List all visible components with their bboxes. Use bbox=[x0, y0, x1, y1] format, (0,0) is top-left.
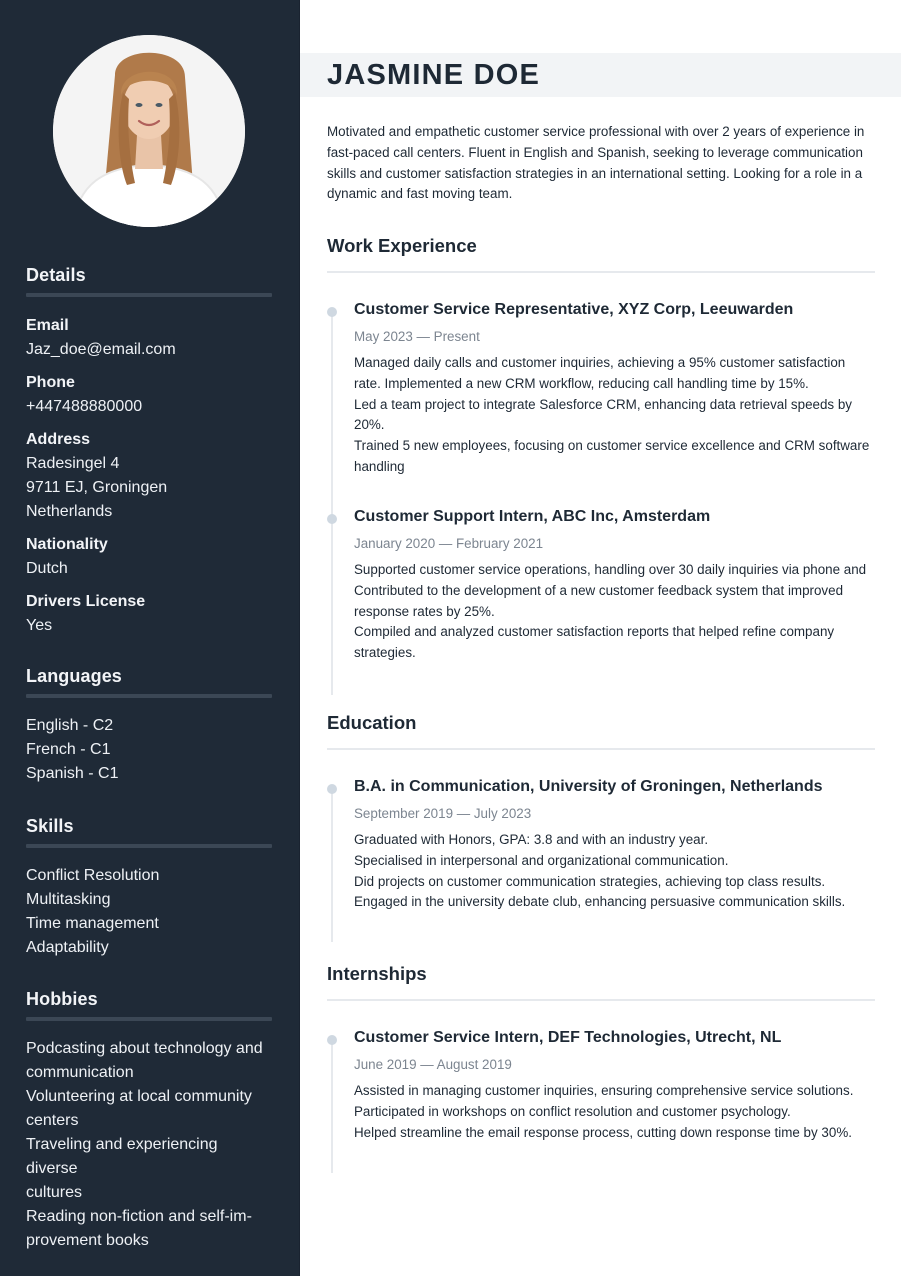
drivers-license-value: Yes bbox=[26, 617, 53, 634]
detail-label: Email bbox=[26, 317, 69, 334]
profile-summary: Motivated and empathetic customer service professional with over 2 years of experience in fast-paced call centers. Fluent in English and Spanish, seeking to leverage communication skills and customer satisfaction strategies in an international setting. Looking for a role in a dynamic and fast moving team. bbox=[327, 124, 865, 202]
entry-line: rate. Implemented a new CRM workflow, reducing call handling time by 15%. bbox=[354, 375, 809, 391]
detail-drivers-license bbox=[26, 590, 272, 638]
entry-line: strategies. bbox=[354, 645, 416, 661]
detail-email bbox=[26, 314, 272, 362]
language-item: French - C1 bbox=[26, 741, 111, 758]
detail-label: Phone bbox=[26, 374, 75, 391]
timeline-line bbox=[331, 790, 333, 942]
detail-label: Address bbox=[26, 431, 91, 448]
entry-line: Assisted in managing customer inquiries, ensuring comprehensive service solutions. bbox=[354, 1083, 854, 1098]
internships-timeline bbox=[327, 1001, 875, 1181]
education-entry bbox=[354, 776, 878, 913]
entry-line: 20%. bbox=[354, 417, 385, 433]
entry-title: Customer Service Intern, DEF Technologies, Utrecht, NL bbox=[354, 1029, 782, 1046]
hobby-line: communication bbox=[26, 1064, 134, 1081]
education-section bbox=[327, 711, 875, 950]
entry-line: Managed daily calls and customer inquiries, achieving a 95% customer satisfaction bbox=[354, 355, 846, 370]
work-timeline bbox=[327, 273, 875, 693]
entry-line: Compiled and analyzed customer satisfaction reports that helped refine company bbox=[354, 624, 835, 640]
hobbies-heading: Hobbies bbox=[26, 989, 98, 1009]
details-list bbox=[26, 314, 272, 638]
address-line: Radesingel 4 bbox=[26, 455, 120, 472]
entry-line: Helped streamline the email response process, cutting down response time by 30%. bbox=[354, 1124, 852, 1140]
work-experience-section bbox=[327, 234, 875, 693]
timeline-dot-icon bbox=[327, 784, 337, 794]
section-divider bbox=[26, 844, 272, 848]
timeline-line bbox=[331, 1041, 333, 1173]
entry-description bbox=[354, 1081, 878, 1143]
section-divider bbox=[26, 1017, 272, 1021]
languages-heading: Languages bbox=[26, 666, 122, 686]
language-item: English - C2 bbox=[26, 717, 114, 734]
work-entry bbox=[354, 506, 878, 664]
entry-date: May 2023 — Present bbox=[354, 329, 480, 344]
details-heading: Details bbox=[26, 265, 86, 285]
internship-entry bbox=[354, 1027, 878, 1143]
hobbies-section bbox=[26, 988, 272, 1253]
main-content bbox=[300, 0, 901, 1276]
education-timeline bbox=[327, 750, 875, 950]
entry-line: Engaged in the university debate club, enhancing persuasive communication skills. bbox=[354, 894, 846, 910]
internships-section bbox=[327, 962, 875, 1181]
hobby-item bbox=[26, 1205, 272, 1253]
email-value[interactable]: Jaz_doe@email.com bbox=[26, 341, 176, 358]
entry-date: June 2019 — August 2019 bbox=[354, 1057, 512, 1072]
detail-address bbox=[26, 428, 272, 524]
detail-phone bbox=[26, 371, 272, 419]
entry-line: Did projects on customer communication strategies, achieving top class results. bbox=[354, 873, 826, 889]
hobby-line: centers bbox=[26, 1112, 79, 1129]
skill-item: Conflict Resolution bbox=[26, 867, 160, 884]
address-line: Netherlands bbox=[26, 503, 113, 520]
entry-line: Led a team project to integrate Salesforce CRM, enhancing data retrieval speeds by bbox=[354, 396, 852, 412]
entry-description bbox=[354, 353, 878, 478]
hobby-line: Traveling and experiencing diverse bbox=[26, 1136, 218, 1177]
entry-line: Contributed to the development of a new customer feedback system that improved bbox=[354, 582, 844, 598]
timeline-dot-icon bbox=[327, 307, 337, 317]
entry-line: Specialised in interpersonal and organizational communication. bbox=[354, 852, 729, 868]
skill-item: Adaptability bbox=[26, 939, 109, 956]
skills-heading: Skills bbox=[26, 816, 74, 836]
phone-value[interactable]: +447488880000 bbox=[26, 398, 143, 415]
candidate-name: JASMINE DOE bbox=[327, 59, 541, 91]
language-item: Spanish - C1 bbox=[26, 765, 119, 782]
entry-date: September 2019 — July 2023 bbox=[354, 806, 532, 821]
timeline-dot-icon bbox=[327, 514, 337, 524]
entry-line: handling bbox=[354, 458, 405, 474]
detail-label: Drivers License bbox=[26, 593, 146, 610]
skills-section bbox=[26, 815, 272, 960]
avatar bbox=[53, 35, 245, 227]
hobby-item bbox=[26, 1133, 272, 1205]
hobby-line: Podcasting about technology and bbox=[26, 1040, 263, 1057]
skill-item: Time management bbox=[26, 915, 159, 932]
entry-line: Graduated with Honors, GPA: 3.8 and with an industry year. bbox=[354, 832, 709, 847]
sidebar bbox=[0, 0, 300, 1276]
section-divider bbox=[26, 694, 272, 698]
name-header bbox=[300, 53, 901, 97]
timeline-line bbox=[331, 313, 333, 695]
languages-section bbox=[26, 665, 272, 786]
work-entry bbox=[354, 299, 878, 478]
hobby-item bbox=[26, 1037, 272, 1085]
details-section bbox=[26, 264, 272, 638]
entry-line: Supported customer service operations, handling over 30 daily inquiries via phone and bbox=[354, 562, 867, 577]
entry-description bbox=[354, 560, 878, 664]
skill-item: Multitasking bbox=[26, 891, 111, 908]
entry-description bbox=[354, 830, 878, 913]
entry-line: Participated in workshops on conflict resolution and customer psychology. bbox=[354, 1103, 791, 1119]
entry-title: Customer Service Representative, XYZ Corp, Leeuwarden bbox=[354, 301, 794, 318]
hobby-item bbox=[26, 1085, 272, 1133]
hobbies-list bbox=[26, 1037, 272, 1253]
skills-list bbox=[26, 864, 272, 960]
languages-list bbox=[26, 714, 272, 786]
nationality-value: Dutch bbox=[26, 560, 68, 577]
work-experience-heading: Work Experience bbox=[327, 235, 477, 256]
entry-line: response rates by 25%. bbox=[354, 603, 495, 619]
hobby-line: cultures bbox=[26, 1184, 83, 1201]
timeline-dot-icon bbox=[327, 1035, 337, 1045]
hobby-line: provement books bbox=[26, 1232, 149, 1249]
education-heading: Education bbox=[327, 712, 417, 733]
detail-label: Nationality bbox=[26, 536, 108, 553]
internships-heading: Internships bbox=[327, 963, 427, 984]
entry-date: January 2020 — February 2021 bbox=[354, 536, 544, 551]
entry-title: Customer Support Intern, ABC Inc, Amsterdam bbox=[354, 508, 711, 525]
address-line: 9711 EJ, Groningen bbox=[26, 479, 168, 496]
detail-nationality bbox=[26, 533, 272, 581]
profile-photo-icon bbox=[53, 35, 245, 227]
hobby-line: Reading non-fiction and self-im- bbox=[26, 1208, 252, 1225]
section-divider bbox=[26, 293, 272, 297]
entry-line: Trained 5 new employees, focusing on customer service excellence and CRM software bbox=[354, 438, 870, 454]
hobby-line: Volunteering at local community bbox=[26, 1088, 252, 1105]
entry-title: B.A. in Communication, University of Groningen, Netherlands bbox=[354, 778, 823, 795]
